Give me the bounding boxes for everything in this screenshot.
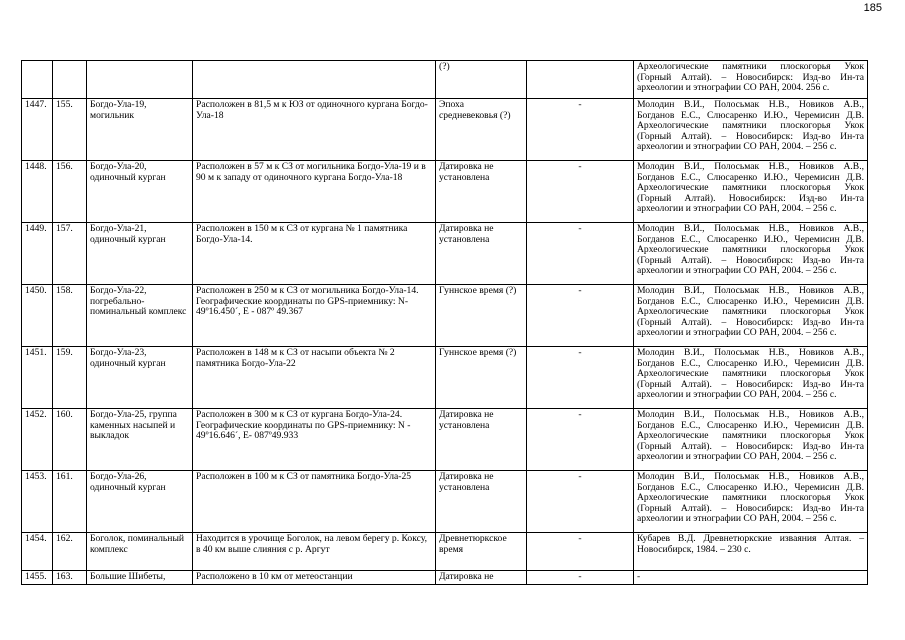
location-cell: Находится в урочище Боголок, на левом берегу р. Коксу, в 40 км выше слияния с р. Аргут xyxy=(193,533,436,571)
monument-name-cell: Богдо-Ула-20, одиночный курган xyxy=(87,161,193,223)
location-cell: Расположен в 150 м к СЗ от кургана № 1 памятника Богдо-Ула-14. xyxy=(193,223,436,285)
record-number-cell: 1447. xyxy=(22,99,53,161)
location-cell: Расположен в 81,5 м к ЮЗ от одиночного кургана Богдо-Ула-18 xyxy=(193,99,436,161)
sub-number-cell: 156. xyxy=(53,161,87,223)
source-cell: Молодин В.И., Полосьмак Н.В., Новиков А.В., Богданов Е.С., Слюсаренко И.Ю., Черемисин Д.В. Археологические памятники плоскогорья Укок (Горный Алтай). – Новосибирск: Изд-во Ин-та археологии и этнографии СО РАН, 2004. – 256 с. xyxy=(634,409,868,471)
table-row xyxy=(22,571,868,585)
record-number-cell: 1448. xyxy=(22,161,53,223)
dating-cell: Гуннское время (?) xyxy=(436,285,527,347)
status-cell: - xyxy=(527,223,634,285)
monument-name-cell: Богдо-Ула-19, могильник xyxy=(87,99,193,161)
dating-cell: Датировка не установлена xyxy=(436,223,527,285)
monument-name-cell: Богдо-Ула-23, одиночный курган xyxy=(87,347,193,409)
sub-number-cell: 155. xyxy=(53,99,87,161)
status-cell: - xyxy=(527,571,634,585)
dating-cell: Датировка не xyxy=(436,571,527,585)
monument-name-cell: Богдо-Ула-25, группа каменных насыпей и выкладок xyxy=(87,409,193,471)
monument-name-cell: Богдо-Ула-21, одиночный курган xyxy=(87,223,193,285)
table-row xyxy=(22,409,868,471)
monument-name-cell: Боголок, поминальный комплекс xyxy=(87,533,193,571)
dating-cell: Древнетюркское время xyxy=(436,533,527,571)
sub-number-cell: 158. xyxy=(53,285,87,347)
source-cell: Молодин В.И., Полосьмак Н.В., Новиков А.В., Богданов Е.С., Слюсаренко И.Ю., Черемисин Д.В. Археологические памятники плоскогорья Укок (Горный Алтай). – Новосибирск: Изд-во Ин-та археологии и этнографии СО РАН, 2004. – 256 с. xyxy=(634,471,868,533)
table-row xyxy=(22,223,868,285)
sub-number-cell: 160. xyxy=(53,409,87,471)
location-cell: Расположено в 10 км от метеостанции xyxy=(193,571,436,585)
source-cell: - xyxy=(634,571,868,585)
source-cell: Молодин В.И., Полосьмак Н.В., Новиков А.В., Богданов Е.С., Слюсаренко И.Ю., Черемисин Д.В. Археологические памятники плоскогорья Укок (Горный Алтай). – Новосибирск: Изд-во Ин-та археологии и этнографии СО РАН, 2004. – 256 с. xyxy=(634,223,868,285)
location-cell: Расположен в 300 м к СЗ от кургана Богдо-Ула-24. Географические координаты по GPS-приемнику: N - 49º16.646´, E- 087º49.933 xyxy=(193,409,436,471)
dating-cell: (?) xyxy=(436,61,527,99)
source-cell: Молодин В.И., Полосьмак Н.В., Новиков А.В., Богданов Е.С., Слюсаренко И.Ю., Черемисин Д.В. Археологические памятники плоскогорья Укок (Горный Алтай). – Новосибирск: Изд-во Ин-та археологии и этнографии СО РАН, 2004. – 256 с. xyxy=(634,285,868,347)
status-cell: - xyxy=(527,409,634,471)
record-number-cell: 1449. xyxy=(22,223,53,285)
dating-cell: Датировка не установлена xyxy=(436,471,527,533)
location-cell: Расположен в 57 м к СЗ от могильника Богдо-Ула-19 и в 90 м к западу от одиночного кургана Богдо-Ула-18 xyxy=(193,161,436,223)
source-cell: Молодин В.И., Полосьмак Н.В., Новиков А.В., Богданов Е.С., Слюсаренко И.Ю., Черемисин Д.В. Археологические памятники плоскогорья Укок (Горный Алтай). – Новосибирск: Изд-во Ин-та археологии и этнографии СО РАН, 2004. – 256 с. xyxy=(634,99,868,161)
record-number-cell: 1455. xyxy=(22,571,53,585)
table-row xyxy=(22,471,868,533)
dating-cell: Датировка не установлена xyxy=(436,161,527,223)
dating-cell: Гуннское время (?) xyxy=(436,347,527,409)
monument-name-cell xyxy=(87,61,193,99)
dating-cell: Датировка не установлена xyxy=(436,409,527,471)
table-row xyxy=(22,61,868,99)
sub-number-cell xyxy=(53,61,87,99)
monument-name-cell: Большие Шибеты, xyxy=(87,571,193,585)
status-cell: - xyxy=(527,99,634,161)
dating-cell: Эпоха средневековья (?) xyxy=(436,99,527,161)
status-cell: - xyxy=(527,285,634,347)
status-cell: - xyxy=(527,471,634,533)
page-number: 185 xyxy=(863,2,882,14)
table-body xyxy=(22,61,868,585)
source-cell: Кубарев В.Д. Древнетюркские изваяния Алтая. – Новосибирск, 1984. – 230 с. xyxy=(634,533,868,571)
record-number-cell: 1453. xyxy=(22,471,53,533)
location-cell xyxy=(193,61,436,99)
source-cell: Археологические памятники плоскогорья Укок (Горный Алтай). – Новосибирск: Изд-во Ин-та археологии и этнографии СО РАН, 2004. 256 с. xyxy=(634,61,868,99)
monument-name-cell: Богдо-Ула-26, одиночный курган xyxy=(87,471,193,533)
status-cell xyxy=(527,61,634,99)
sub-number-cell: 161. xyxy=(53,471,87,533)
monuments-table xyxy=(21,60,868,585)
sub-number-cell: 157. xyxy=(53,223,87,285)
status-cell: - xyxy=(527,161,634,223)
record-number-cell: 1452. xyxy=(22,409,53,471)
table-row xyxy=(22,161,868,223)
record-number-cell: 1451. xyxy=(22,347,53,409)
table-row xyxy=(22,99,868,161)
source-cell: Молодин В.И., Полосьмак Н.В., Новиков А.В., Богданов Е.С., Слюсаренко И.Ю., Черемисин Д.В. Археологические памятники плоскогорья Укок (Горный Алтай). Новосибирск: Изд-во Ин-та археологии и этнографии СО РАН, 2004. – 256 с. xyxy=(634,161,868,223)
record-number-cell xyxy=(22,61,53,99)
sub-number-cell: 162. xyxy=(53,533,87,571)
location-cell: Расположен в 250 м к СЗ от могильника Богдо-Ула-14. Географические координаты по GPS-приемнику: N- 49º16.450´, E - 087º 49.367 xyxy=(193,285,436,347)
table-row xyxy=(22,285,868,347)
status-cell: - xyxy=(527,533,634,571)
location-cell: Расположен в 100 м к СЗ от памятника Богдо-Ула-25 xyxy=(193,471,436,533)
status-cell: - xyxy=(527,347,634,409)
table-row xyxy=(22,533,868,571)
record-number-cell: 1450. xyxy=(22,285,53,347)
location-cell: Расположен в 148 м к СЗ от насыпи объекта № 2 памятника Богдо-Ула-22 xyxy=(193,347,436,409)
sub-number-cell: 159. xyxy=(53,347,87,409)
table-row xyxy=(22,347,868,409)
source-cell: Молодин В.И., Полосьмак Н.В., Новиков А.В., Богданов Е.С., Слюсаренко И.Ю., Черемисин Д.В. Археологические памятники плоскогорья Укок (Горный Алтай). – Новосибирск: Изд-во Ин-та археологии и этнографии СО РАН, 2004. – 256 с. xyxy=(634,347,868,409)
monument-name-cell: Богдо-Ула-22, погребально-поминальный комплекс xyxy=(87,285,193,347)
record-number-cell: 1454. xyxy=(22,533,53,571)
sub-number-cell: 163. xyxy=(53,571,87,585)
